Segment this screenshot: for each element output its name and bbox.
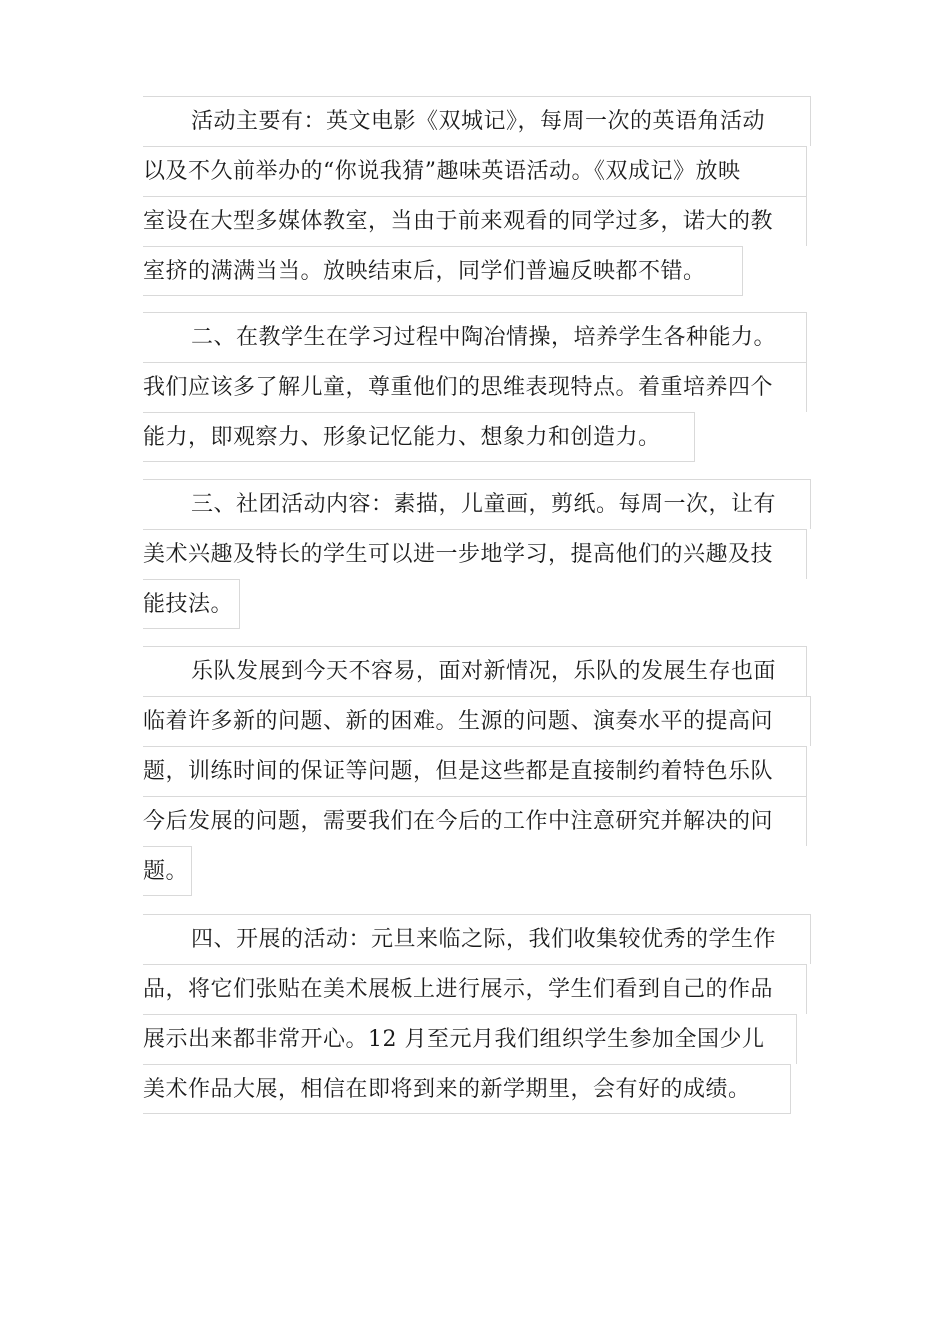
- paragraph-activities-held: [143, 914, 811, 1114]
- text-line: 美术作品大展，相信在即将到来的新学期里，会有好的成绩。: [143, 1064, 791, 1114]
- text-line: 展示出来都非常开心。12 月至元月我们组织学生参加全国少儿: [143, 1014, 797, 1064]
- text-line: 四、开展的活动：元旦来临之际，我们收集较优秀的学生作: [143, 914, 811, 964]
- text-line: 美术兴趣及特长的学生可以进一步地学习，提高他们的兴趣及技: [143, 529, 807, 579]
- text-line: 室设在大型多媒体教室，当由于前来观看的同学过多，诺大的教: [143, 196, 807, 246]
- paragraph-band-development: [143, 646, 811, 896]
- text-line: 能力，即观察力、形象记忆能力、想象力和创造力。: [143, 412, 695, 462]
- paragraph-club-content: [143, 479, 811, 629]
- text-line: 二、在教学生在学习过程中陶冶情操，培养学生各种能力。: [143, 312, 807, 362]
- text-line: 能技法。: [143, 579, 240, 629]
- text-line: 题。: [143, 846, 192, 896]
- text-line: 以及不久前举办的“你说我猜”趣味英语活动。《双成记》放映: [143, 146, 807, 196]
- text-line: 活动主要有：英文电影《双城记》，每周一次的英语角活动: [143, 96, 811, 146]
- paragraph-activities: [143, 96, 811, 296]
- text-line: 乐队发展到今天不容易，面对新情况，乐队的发展生存也面: [143, 646, 807, 696]
- text-line: 三、社团活动内容：素描，儿童画，剪纸。每周一次，让有: [143, 479, 811, 529]
- text-line: 品，将它们张贴在美术展板上进行展示，学生们看到自己的作品: [143, 964, 807, 1014]
- text-line: 题，训练时间的保证等问题，但是这些都是直接制约着特色乐队: [143, 746, 807, 796]
- text-line: 室挤的满满当当。放映结束后，同学们普遍反映都不错。: [143, 246, 743, 296]
- text-line: 我们应该多了解儿童，尊重他们的思维表现特点。着重培养四个: [143, 362, 807, 412]
- text-line: 临着许多新的问题、新的困难。生源的问题、演奏水平的提高问: [143, 696, 811, 746]
- text-line: 今后发展的问题，需要我们在今后的工作中注意研究并解决的问: [143, 796, 807, 846]
- paragraph-ability-training: [143, 312, 807, 462]
